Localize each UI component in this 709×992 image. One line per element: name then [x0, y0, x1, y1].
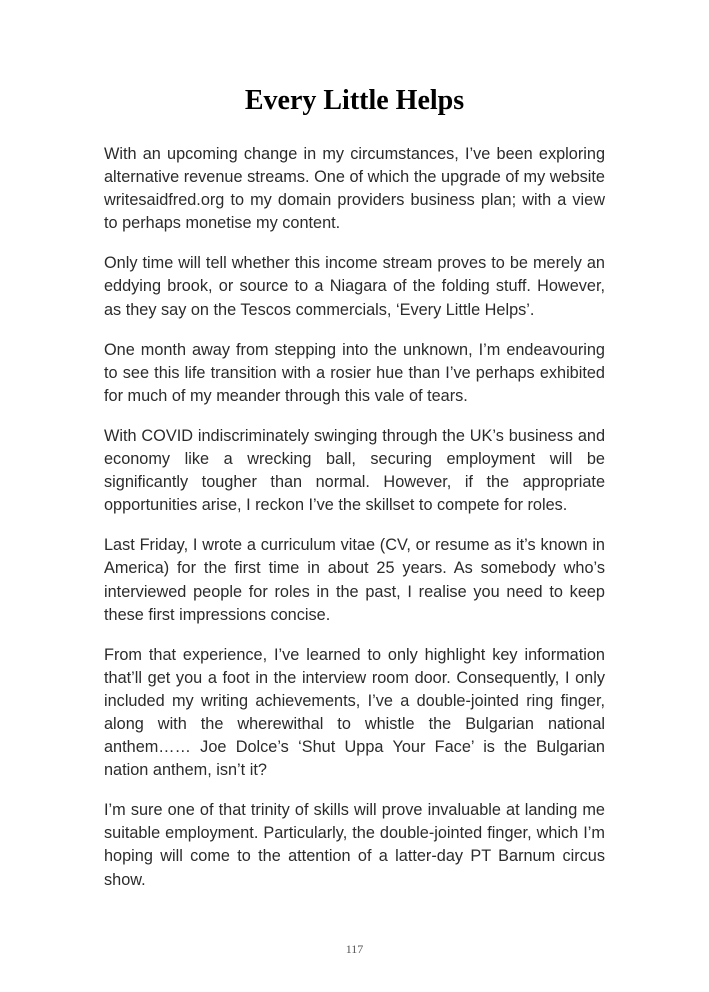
paragraph: Last Friday, I wrote a curriculum vitae (CV, or resume as it’s known in America) for the first time in about 25 years. As somebody who’s interviewed people for roles in the past, I realise you need to keep these first impressions concise.: [104, 536, 605, 624]
page-number: 117: [345, 942, 364, 956]
paragraph: Only time will tell whether this income stream proves to be merely an eddying brook, or source to a Niagara of the folding stuff. However, as they say on the Tescos commercials, ‘Every Little Helps’.: [104, 254, 605, 319]
chapter-title: Every Little Helps: [244, 85, 465, 116]
paragraph: With an upcoming change in my circumstances, I’ve been exploring alternative revenue streams. One of which the upgrade of my website writesaidfred.org to my domain providers business plan; with a view to perhaps monetise my content.: [104, 145, 605, 233]
paragraph: With COVID indiscriminately swinging through the UK’s business and economy like a wrecking ball, securing employment will be significantly tougher than normal. However, if the appropriate opportunities arise, I reckon I’ve the skillset to compete for roles.: [104, 426, 605, 515]
paragraph: One month away from stepping into the unknown, I’m endeavouring to see this life transition with a rosier hue than I’ve perhaps exhibited for much of my meander through this vale of tears.: [104, 340, 605, 405]
paragraph: I’m sure one of that trinity of skills will prove invaluable at landing me suitable employment. Particularly, the double-jointed finger, which I’m hoping will come to the attention of a latter-day PT Barnum circus show.: [104, 801, 605, 889]
paragraph: From that experience, I’ve learned to only highlight key information that’ll get you a foot in the interview room door. Consequently, I only included my writing achievements, I’ve a double-jointed ring finger, along with the wherewithal to whistle the Bulgarian national anthem…… Joe Dolce’s ‘Shut Uppa Your Face’ is the Bulgarian nation anthem, isn’t it?: [104, 645, 605, 780]
body-text: [104, 143, 605, 909]
